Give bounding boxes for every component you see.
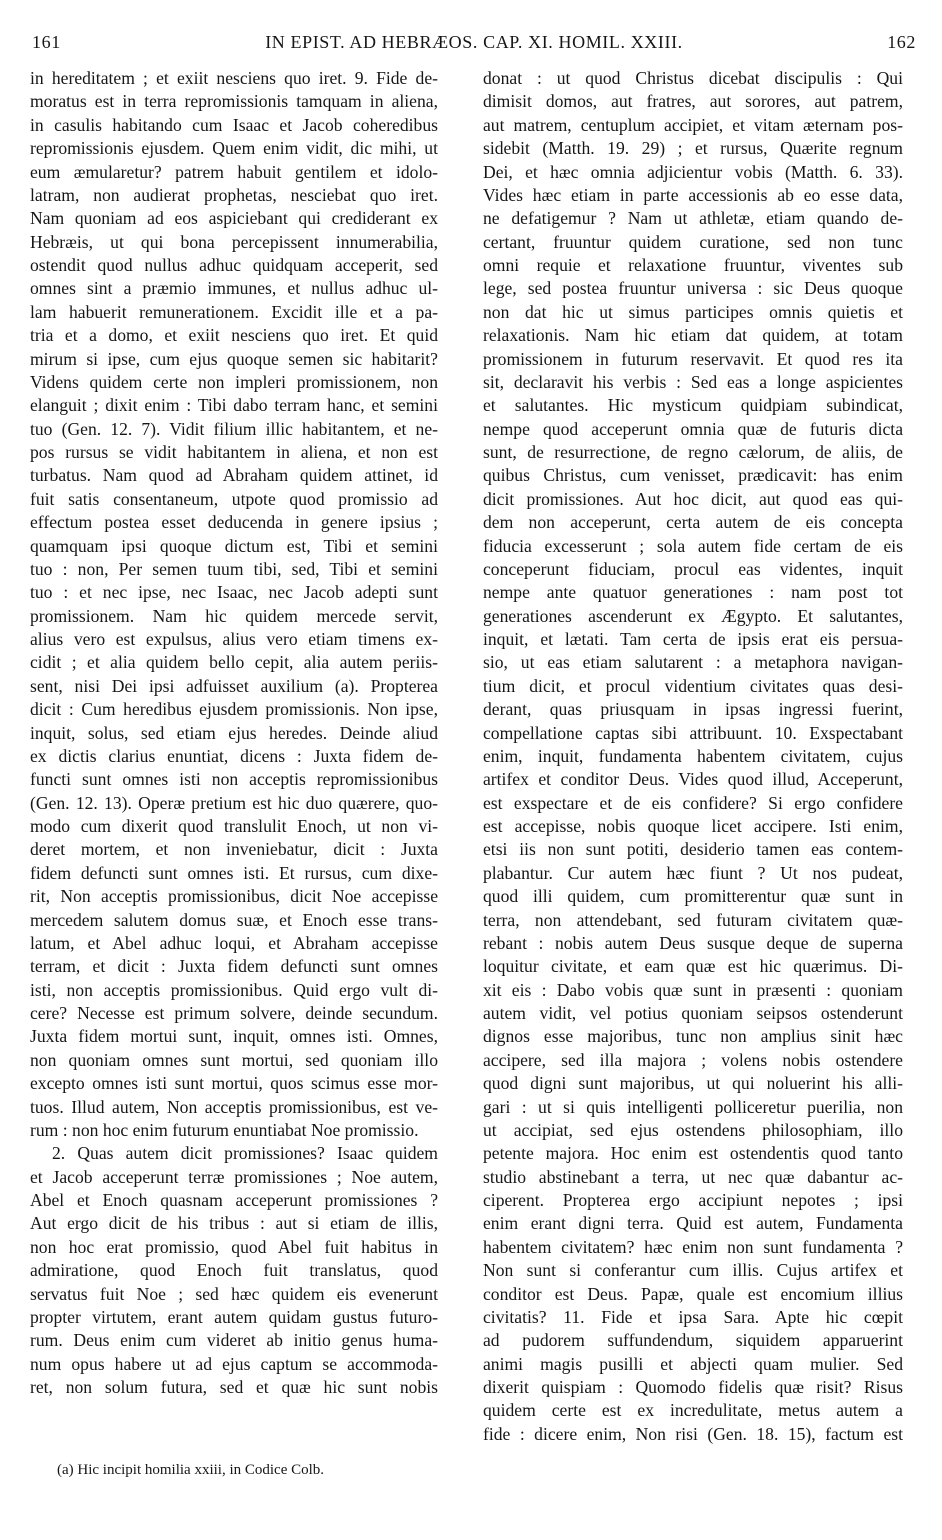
text-line: enim, inquit, fundamenta habentem civitatem, cujus bbox=[483, 745, 903, 766]
text-line: relaxationis. Nam hic etiam dat quidem, at totam bbox=[483, 325, 903, 346]
text-line: sio, ut eas etiam salutarent : a metaphora navigan- bbox=[483, 652, 903, 673]
text-line: functi sunt omnes isti non acceptis repromissionibus bbox=[30, 769, 438, 790]
text-line: studio abstinebant a terra, ut nec quæ dabantur ac- bbox=[483, 1166, 903, 1187]
page-header bbox=[32, 32, 916, 58]
text-line: conceperunt fiduciam, procul eas videntes, inquit bbox=[483, 558, 903, 579]
text-line: quod digni sunt majoribus, ut qui noluerint his alli- bbox=[483, 1073, 903, 1094]
text-line: servatus fuit Noe ; sed hæc quidem eis evenerunt bbox=[30, 1283, 438, 1304]
text-line: certant, fruuntur quidem curatione, sed non tunc bbox=[483, 231, 903, 252]
text-line: latram, non audierat prophetas, nesciebat quo iret. bbox=[30, 184, 438, 205]
text-line: omnes sint a præmio immunes, et nullus adhuc ul- bbox=[30, 278, 438, 299]
text-line: Abel et Enoch quasnam acceperunt promissiones ? bbox=[30, 1190, 438, 1210]
text-line: ret, non solum futura, sed et quæ hic sunt nobis bbox=[30, 1377, 438, 1397]
text-line: elanguit ; dixit enim : Tibi dabo terram hanc, et semini bbox=[30, 395, 438, 416]
text-line: in hereditatem ; et exiit nesciens quo iret. 9. Fide de- bbox=[30, 68, 438, 88]
footnote: (a) Hic incipit homilia xxiii, in Codice Colb. bbox=[57, 1462, 325, 1478]
text-line: dixerit quispiam : Quomodo fidelis quæ risit? Risus bbox=[483, 1377, 903, 1397]
page-number-right: 162 bbox=[887, 32, 916, 52]
text-line: sidebit (Matth. 19. 29) ; et rursus, Quærite regnum bbox=[483, 138, 903, 159]
text-line: et Jacob acceperunt terræ promissiones ; Noe autem, bbox=[30, 1166, 438, 1187]
text-line: artifex et conditor Deus. Vides quod illud, Acceperunt, bbox=[483, 769, 903, 790]
text-line: habentem civitatem? hæc enim non sunt fundamenta ? bbox=[483, 1236, 903, 1257]
text-line: Juxta fidem mortui sunt, inquit, omnes isti. Omnes, bbox=[30, 1026, 438, 1047]
text-line: dem non acceperunt, certa autem de eis concepta bbox=[483, 512, 903, 533]
text-line: rit, Non acceptis promissionibus, dicit Noe accepisse bbox=[30, 886, 438, 907]
text-line: dicit promissiones. Aut hoc dicit, aut quod eas qui- bbox=[483, 488, 903, 509]
text-line: dicit : Cum heredibus ejusdem promissionis. Non ipse, bbox=[30, 699, 438, 720]
text-line: derant, quas priusquam in ipsas ingressi fuerint, bbox=[483, 699, 903, 720]
text-line: dimisit domos, aut fratres, aut sorores, aut patrem, bbox=[483, 91, 903, 112]
text-line: omni requie et relaxatione fruuntur, viventes sub bbox=[483, 255, 903, 275]
running-title: IN EPIST. AD HEBRÆOS. CAP. XI. HOMIL. XXIII. bbox=[265, 32, 683, 52]
text-line: animi magis pusilli et abjecti quam mulier. Sed bbox=[483, 1353, 903, 1374]
text-line: quamquam ipsi quoque dictum est, Tibi et semini bbox=[30, 535, 438, 556]
text-line: modo cum dixerit quod translulit Enoch, ut non vi- bbox=[30, 816, 438, 836]
text-line: nempe ante quatuor generationes : nam post tot bbox=[483, 582, 903, 603]
text-line: accipere, sed illa majora ; volens nobis ostendere bbox=[483, 1049, 903, 1070]
text-line: autem vidit, vel potius quoniam seipsos ostenderunt bbox=[483, 1003, 903, 1023]
text-line: plabantur. Cur autem hæc fiunt ? Ut nos pudeat, bbox=[483, 862, 903, 883]
text-line: ostendit quod nullus adhuc quidquam acceperit, sed bbox=[30, 255, 438, 275]
text-line: turbatus. Nam quod ad Abraham quidem attinet, id bbox=[30, 465, 438, 486]
text-line: lam habuerit remunerationem. Excidit ille et a pa- bbox=[30, 301, 438, 322]
text-line: tium dicit, et procul videntium civitates quas desi- bbox=[483, 675, 903, 696]
text-line: Aut ergo dicit de his tribus : aut si etiam de illis, bbox=[30, 1213, 438, 1234]
text-line: sunt, de resurrectione, de regno cælorum, de aliis, de bbox=[483, 442, 903, 462]
text-line: lege, sed postea fruuntur universa : sic Deus quoque bbox=[483, 278, 903, 299]
text-line: inquit, solus, sed etiam ejus heredes. Deinde aliud bbox=[30, 722, 438, 743]
text-line: quibus Christus, cum venisset, prædicavit: has enim bbox=[483, 465, 903, 486]
text-line: tuo (Gen. 12. 7). Vidit filium illic habitantem, et ne- bbox=[30, 418, 438, 439]
text-line: effectum postea esset deducenda in genere ipsius ; bbox=[30, 512, 438, 533]
text-line: mercedem salutem domus suæ, et Enoch esse trans- bbox=[30, 909, 438, 930]
text-line: 2. Quas autem dicit promissiones? Isaac quidem bbox=[52, 1143, 438, 1164]
text-line: rum. Deus enim cum videret ab initio genus huma- bbox=[30, 1330, 438, 1351]
text-line: dignos esse majoribus, tunc non amplius sinit hæc bbox=[483, 1026, 903, 1047]
text-line: fiducia excesserunt ; sola autem fide certam de eis bbox=[483, 535, 903, 556]
text-line: conditor est Deus. Papæ, quale est encomium illius bbox=[483, 1283, 903, 1304]
text-line: promissionem in futurum reservavit. Et quod res ita bbox=[483, 348, 903, 369]
text-line: Vides hæc etiam in parte accessionis ab eo esse data, bbox=[483, 184, 903, 205]
text-line: ne defatigemur ? Nam ut athletæ, etiam quando de- bbox=[483, 208, 903, 229]
text-line: Nam quoniam ad eos aspiciebant qui crediderant ex bbox=[30, 208, 438, 229]
text-line: fide : dicere enim, Non risi (Gen. 18. 15), factum est bbox=[483, 1423, 903, 1444]
text-line: etsi iis non sunt potiti, desiderio tamen eas contem- bbox=[483, 839, 903, 860]
text-line: promissionem. Nam hic quidem mercede servit, bbox=[30, 605, 438, 626]
text-line: sit, declaravit his verbis : Sed eas a longe aspicientes bbox=[483, 371, 903, 392]
text-line: isti, non acceptis promissionibus. Quid ergo vult di- bbox=[30, 979, 438, 1000]
text-line: est accepisse, nobis quoque licet accipere. Isti enim, bbox=[483, 816, 903, 836]
text-line: in casulis habitando cum Isaac et Jacob coheredibus bbox=[30, 114, 438, 135]
text-line: non dat hic ut simus participes omnis quietis et bbox=[483, 301, 903, 322]
text-line: tuo : non, Per semen tuum tibi, sed, Tibi et semini bbox=[30, 558, 438, 579]
text-line: compellatione captas sibi attribuunt. 10. Exspectabant bbox=[483, 722, 903, 743]
text-line: et salutantes. Hic mysticum quidpiam subindicat, bbox=[483, 395, 903, 416]
text-line: Videns quidem certe non impleri promissionem, non bbox=[30, 371, 438, 392]
text-line: cere? Necesse est primum solvere, deinde secundum. bbox=[30, 1003, 438, 1023]
text-line: propter virtutem, erant autem quidam gustus futuro- bbox=[30, 1306, 438, 1327]
text-line: quidem certe est ex incredulitate, metus autem a bbox=[483, 1400, 903, 1421]
text-line: moratus est in terra repromissionis tamquam in aliena, bbox=[30, 91, 438, 112]
text-line: fidem defuncti sunt omnes isti. Et rursus, cum dixe- bbox=[30, 862, 438, 883]
text-line: loquitur civitate, et eam quæ est hic quærimus. Di- bbox=[483, 956, 903, 977]
text-line: donat : ut quod Christus dicebat discipulis : Qui bbox=[483, 68, 903, 88]
text-line: repromissionis ejusdem. Quem enim vidit, dic mihi, ut bbox=[30, 138, 438, 159]
text-line: non hoc erat promissio, quod Abel fuit habitus in bbox=[30, 1236, 438, 1257]
text-line: excepto omnes isti sunt mortui, quos scimus esse mor- bbox=[30, 1073, 438, 1094]
text-line: ciperent. Propterea ergo accipiunt nepotes ; ipsi bbox=[483, 1190, 903, 1210]
text-line: tuo : et nec ipse, nec Isaac, nec Jacob adepti sunt bbox=[30, 582, 438, 603]
text-line: ex dictis clarius enuntiat, dicens : Juxta fidem de- bbox=[30, 745, 438, 766]
right-column bbox=[483, 67, 903, 1446]
text-line: latum, et Abel adhuc loqui, et Abraham accepisse bbox=[30, 932, 438, 953]
text-line: tuos. Illud autem, Non acceptis promissionibus, est ve- bbox=[30, 1096, 438, 1117]
text-line: terram, et dicit : Juxta fidem defuncti sunt omnes bbox=[30, 956, 438, 977]
text-line: Non sunt si conferantur cum illis. Cujus artifex et bbox=[483, 1260, 903, 1281]
text-line: generationes ascenderunt ex Ægypto. Et salutantes, bbox=[483, 605, 903, 626]
text-line: aut matrem, centuplum accipiet, et vitam æternam pos- bbox=[483, 114, 903, 135]
text-line: inquit, et lætati. Tam certa de ipsis erat eis persua- bbox=[483, 629, 903, 649]
text-line: non quoniam omnes sunt mortui, sed quoniam illo bbox=[30, 1049, 438, 1070]
text-line: tria et a domo, et exiit nesciens quo iret. Et quid bbox=[30, 325, 438, 346]
text-line: rebant : nobis autem Deus susque deque de superna bbox=[483, 932, 903, 953]
text-line: rum : non hoc enim futurum enuntiabat Noe promissio. bbox=[30, 1119, 419, 1140]
text-line: alius vero est expulsus, alius vero etiam timens ex- bbox=[30, 629, 438, 649]
text-line: terra, non attendebant, sed futuram civitatem quæ- bbox=[483, 909, 903, 930]
text-line: deret mortem, et non inveniebatur, dicit : Juxta bbox=[30, 839, 438, 860]
text-line: ut accipiat, sed ejus ostendens philosophiam, illo bbox=[483, 1119, 903, 1140]
text-line: mirum si ipse, cum ejus quoque semen sic habitarit? bbox=[30, 348, 438, 369]
text-line: cidit ; et alia quidem bello cepit, alia autem periis- bbox=[30, 652, 438, 673]
text-line: enim erant digni terra. Quid est autem, Fundamenta bbox=[483, 1213, 903, 1234]
text-line: sent, nisi Dei ipsi adfuisset auxilium (a). Propterea bbox=[30, 675, 438, 696]
text-line: est exspectare et de eis confidere? Si ergo confidere bbox=[483, 792, 903, 813]
text-line: petente majora. Hoc enim est ostendentis quod tanto bbox=[483, 1143, 903, 1164]
text-line: Hebræis, ut qui bona percepissent innumerabilia, bbox=[30, 231, 438, 252]
text-line: ad pudorem suffundendum, siquidem apparuerint bbox=[483, 1330, 903, 1351]
text-line: admiratione, quod Enoch fuit translatus, quod bbox=[30, 1260, 438, 1281]
page-number-left: 161 bbox=[32, 32, 61, 52]
text-line: nempe quod acceperunt omnia quæ de futuris dicta bbox=[483, 418, 903, 439]
text-line: xit eis : Dabo vobis quæ sunt in præsenti : quoniam bbox=[483, 979, 903, 1000]
text-line: civitatis? 11. Fide et ipsa Sara. Apte hic cœpit bbox=[483, 1306, 903, 1327]
text-line: Dei, et hæc omnia adjicientur vobis (Matth. 6. 33). bbox=[483, 161, 903, 182]
text-line: eum æmularetur? patrem habuit gentilem et idolo- bbox=[30, 161, 438, 182]
text-line: fuit satis consentaneum, utpote quod promissio ad bbox=[30, 488, 438, 509]
text-line: quod illi quidem, cum promitterentur quæ sunt in bbox=[483, 886, 903, 907]
text-line: (Gen. 12. 13). Operæ pretium est hic duo quærere, quo- bbox=[30, 792, 438, 813]
left-column bbox=[30, 67, 438, 1399]
text-line: pos rursus se vidit habitantem in aliena, et non est bbox=[30, 442, 438, 462]
text-line: num opus habere ut ad ejus captum se accommoda- bbox=[30, 1353, 438, 1374]
text-line: gari : ut si quis intelligenti polliceretur puerilia, non bbox=[483, 1096, 903, 1117]
